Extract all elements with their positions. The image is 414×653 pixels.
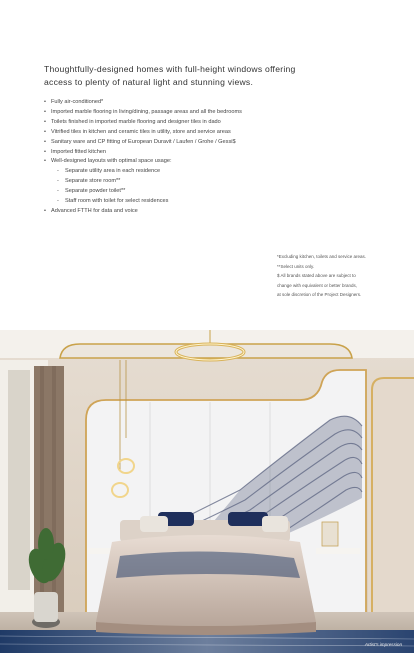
- feature-item: [44, 157, 384, 207]
- footnote: change with equivalent or better brands,: [277, 282, 358, 288]
- feature-item: • Imported fitted kitchen: [44, 148, 384, 158]
- bedroom-photo: [0, 330, 414, 653]
- intro-line-2: access to plenty of natural light and stunning views.: [44, 76, 254, 87]
- feature-list: [44, 98, 384, 217]
- sub-feature-item: - Separate store room**: [51, 177, 384, 187]
- sub-feature-item: - Separate powder toilet**: [51, 187, 384, 197]
- sub-feature-list: [51, 167, 384, 207]
- intro-line-1: Thoughtfully-designed homes with full-height windows offering: [44, 64, 296, 74]
- sub-feature-item: - Separate utility area in each residence: [51, 167, 384, 177]
- feature-item: • Advanced FTTH for data and voice: [44, 207, 384, 217]
- footnote: **Select units only.: [277, 263, 315, 269]
- feature-item-label: Well-designed layouts with optimal space usage:: [51, 158, 172, 165]
- feature-item: • Sanitary ware and CP fitting of European Duravit / Laufen / Grohe / Gessi$: [44, 138, 384, 148]
- feature-item: • Fully air-conditioned*: [44, 98, 384, 108]
- feature-item: • Vitrified tiles in kitchen and ceramic tiles in utility, store and service areas: [44, 128, 384, 138]
- footnote: *Excluding kitchen, toilets and service areas.: [277, 254, 367, 259]
- image-caption: Artist's impression: [364, 642, 402, 647]
- intro-paragraph: [44, 63, 344, 88]
- bedroom-illustration: [0, 330, 414, 653]
- feature-item: • Imported marble flooring in living/dining, passage areas and all the bedrooms: [44, 108, 384, 118]
- footnotes: [277, 252, 407, 300]
- sub-feature-item: - Staff room with toilet for select residences: [51, 197, 384, 207]
- footnote: $ All brands stated above are subject to: [277, 273, 356, 279]
- feature-item: • Toilets finished in imported marble flooring and designer tiles in dado: [44, 118, 384, 128]
- footnote: at sole discretion of the Project Designers.: [277, 292, 362, 298]
